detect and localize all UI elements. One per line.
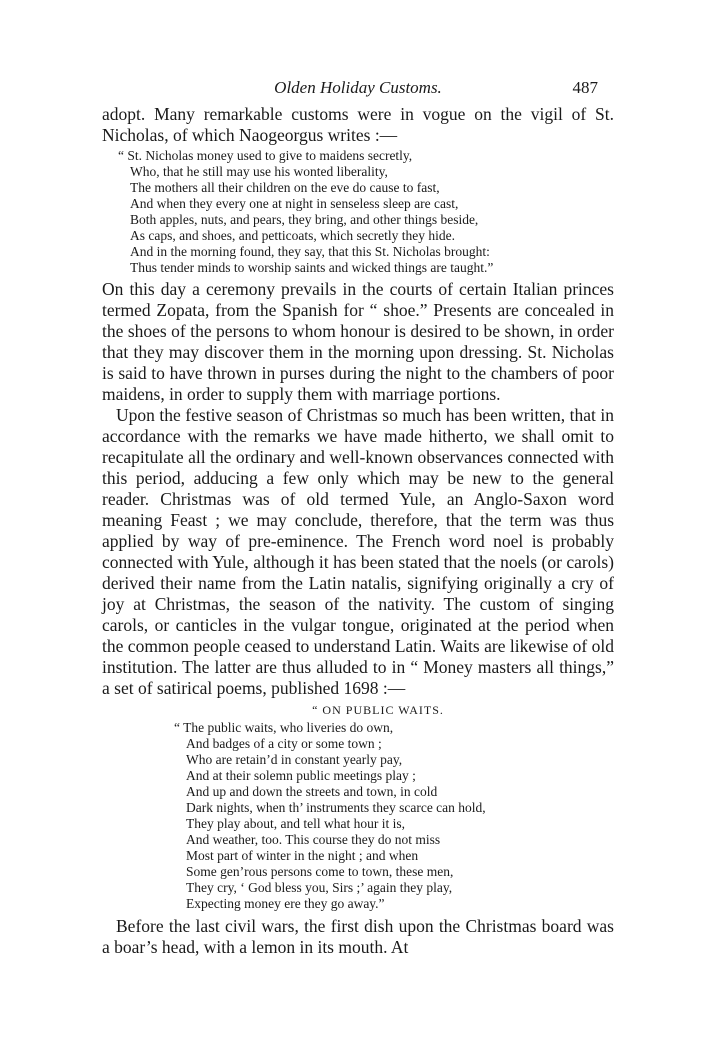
verse-line: Who, that he still may use his wonted liberality, [130, 164, 388, 179]
verse-line: And at their solemn public meetings play ; [186, 768, 416, 783]
verse-line: Expecting money ere they go away.” [186, 896, 385, 911]
verse-line: “ The public waits, who liveries do own, [174, 720, 394, 735]
verse-line: As caps, and shoes, and petticoats, which secretly they hide. [130, 228, 456, 243]
running-title: Olden Holiday Customs. [274, 78, 442, 97]
paragraph-christmas: Upon the festive season of Christmas so much has been written, that in accordance with the remarks we have made hitherto, we shall omit to recapitulate all the ordinary and well-known observances connected with this period, adducing a few only which may be new to the general reader. Christmas was of old termed Yule, an Anglo-Saxon word meaning Feast ; we may conclude, therefore, that the term was thus applied by way of pre-eminence. The French word noel is probably connected with Yule, although it has been stated that the noels (or carols) derived their name from the Latin natalis, signifying originally a cry of joy at Christmas, the season of the nativity. The custom of singing carols, or canticles in the vulgar tongue, originated at the period when the common people ceased to understand Latin. Waits are likewise of old institution. The latter are thus alluded to in “ Money masters all things,” a set of satirical poems, published 1698 :— [102, 405, 614, 698]
verse-line: Who are retain’d in constant yearly pay, [186, 752, 403, 767]
verse-line: They cry, ‘ God bless you, Sirs ;’ again they play, [186, 880, 453, 895]
page-header [102, 78, 614, 104]
verse-line: Dark nights, when th’ instruments they scarce can hold, [186, 800, 486, 815]
verse-line: Some gen’rous persons come to town, these men, [186, 864, 454, 879]
verse-line: The mothers all their children on the eve do cause to fast, [130, 180, 440, 195]
verse-line: Most part of winter in the night ; and when [186, 848, 419, 863]
verse-line: They play about, and tell what hour it is, [186, 816, 405, 831]
paragraph-zopata: On this day a ceremony prevails in the courts of certain Italian princes termed Zopata, from the Spanish for “ shoe.” Presents are concealed in the shoes of the persons to whom honour is desired to be shown, in order that they may discover them in the morning upon dressing. St. Nicholas is said to have thrown in purses during the night to the chambers of poor maidens, in order to supply them with marriage portions. [102, 279, 614, 404]
paragraph-boars-head: Before the last civil wars, the first dish upon the Christmas board was a boar’s head, with a lemon in its mouth. At [102, 916, 614, 957]
poem-title: “ ON PUBLIC WAITS. [312, 703, 444, 717]
verse-line: And up and down the streets and town, in cold [186, 784, 438, 799]
verse-line: “ St. Nicholas money used to give to maidens secretly, [118, 148, 413, 163]
verse-line: And in the morning found, they say, that this St. Nicholas brought: [130, 244, 490, 259]
page-number: 487 [572, 78, 598, 97]
verse-line: And weather, too. This course they do not miss [186, 832, 441, 847]
paragraph-st-nicholas-intro: adopt. Many remarkable customs were in vogue on the vigil of St. Nicholas, of which Naogeorgus writes :— [102, 104, 614, 145]
verse-line: Thus tender minds to worship saints and wicked things are taught.” [130, 260, 494, 275]
verse-line: And badges of a city or some town ; [186, 736, 382, 751]
verse-line: Both apples, nuts, and pears, they bring, and other things beside, [130, 212, 479, 227]
verse-line: And when they every one at night in senseless sleep are cast, [130, 196, 459, 211]
naogeorgus-verse [102, 148, 614, 276]
book-page [102, 78, 614, 958]
public-waits-verse [102, 720, 614, 912]
